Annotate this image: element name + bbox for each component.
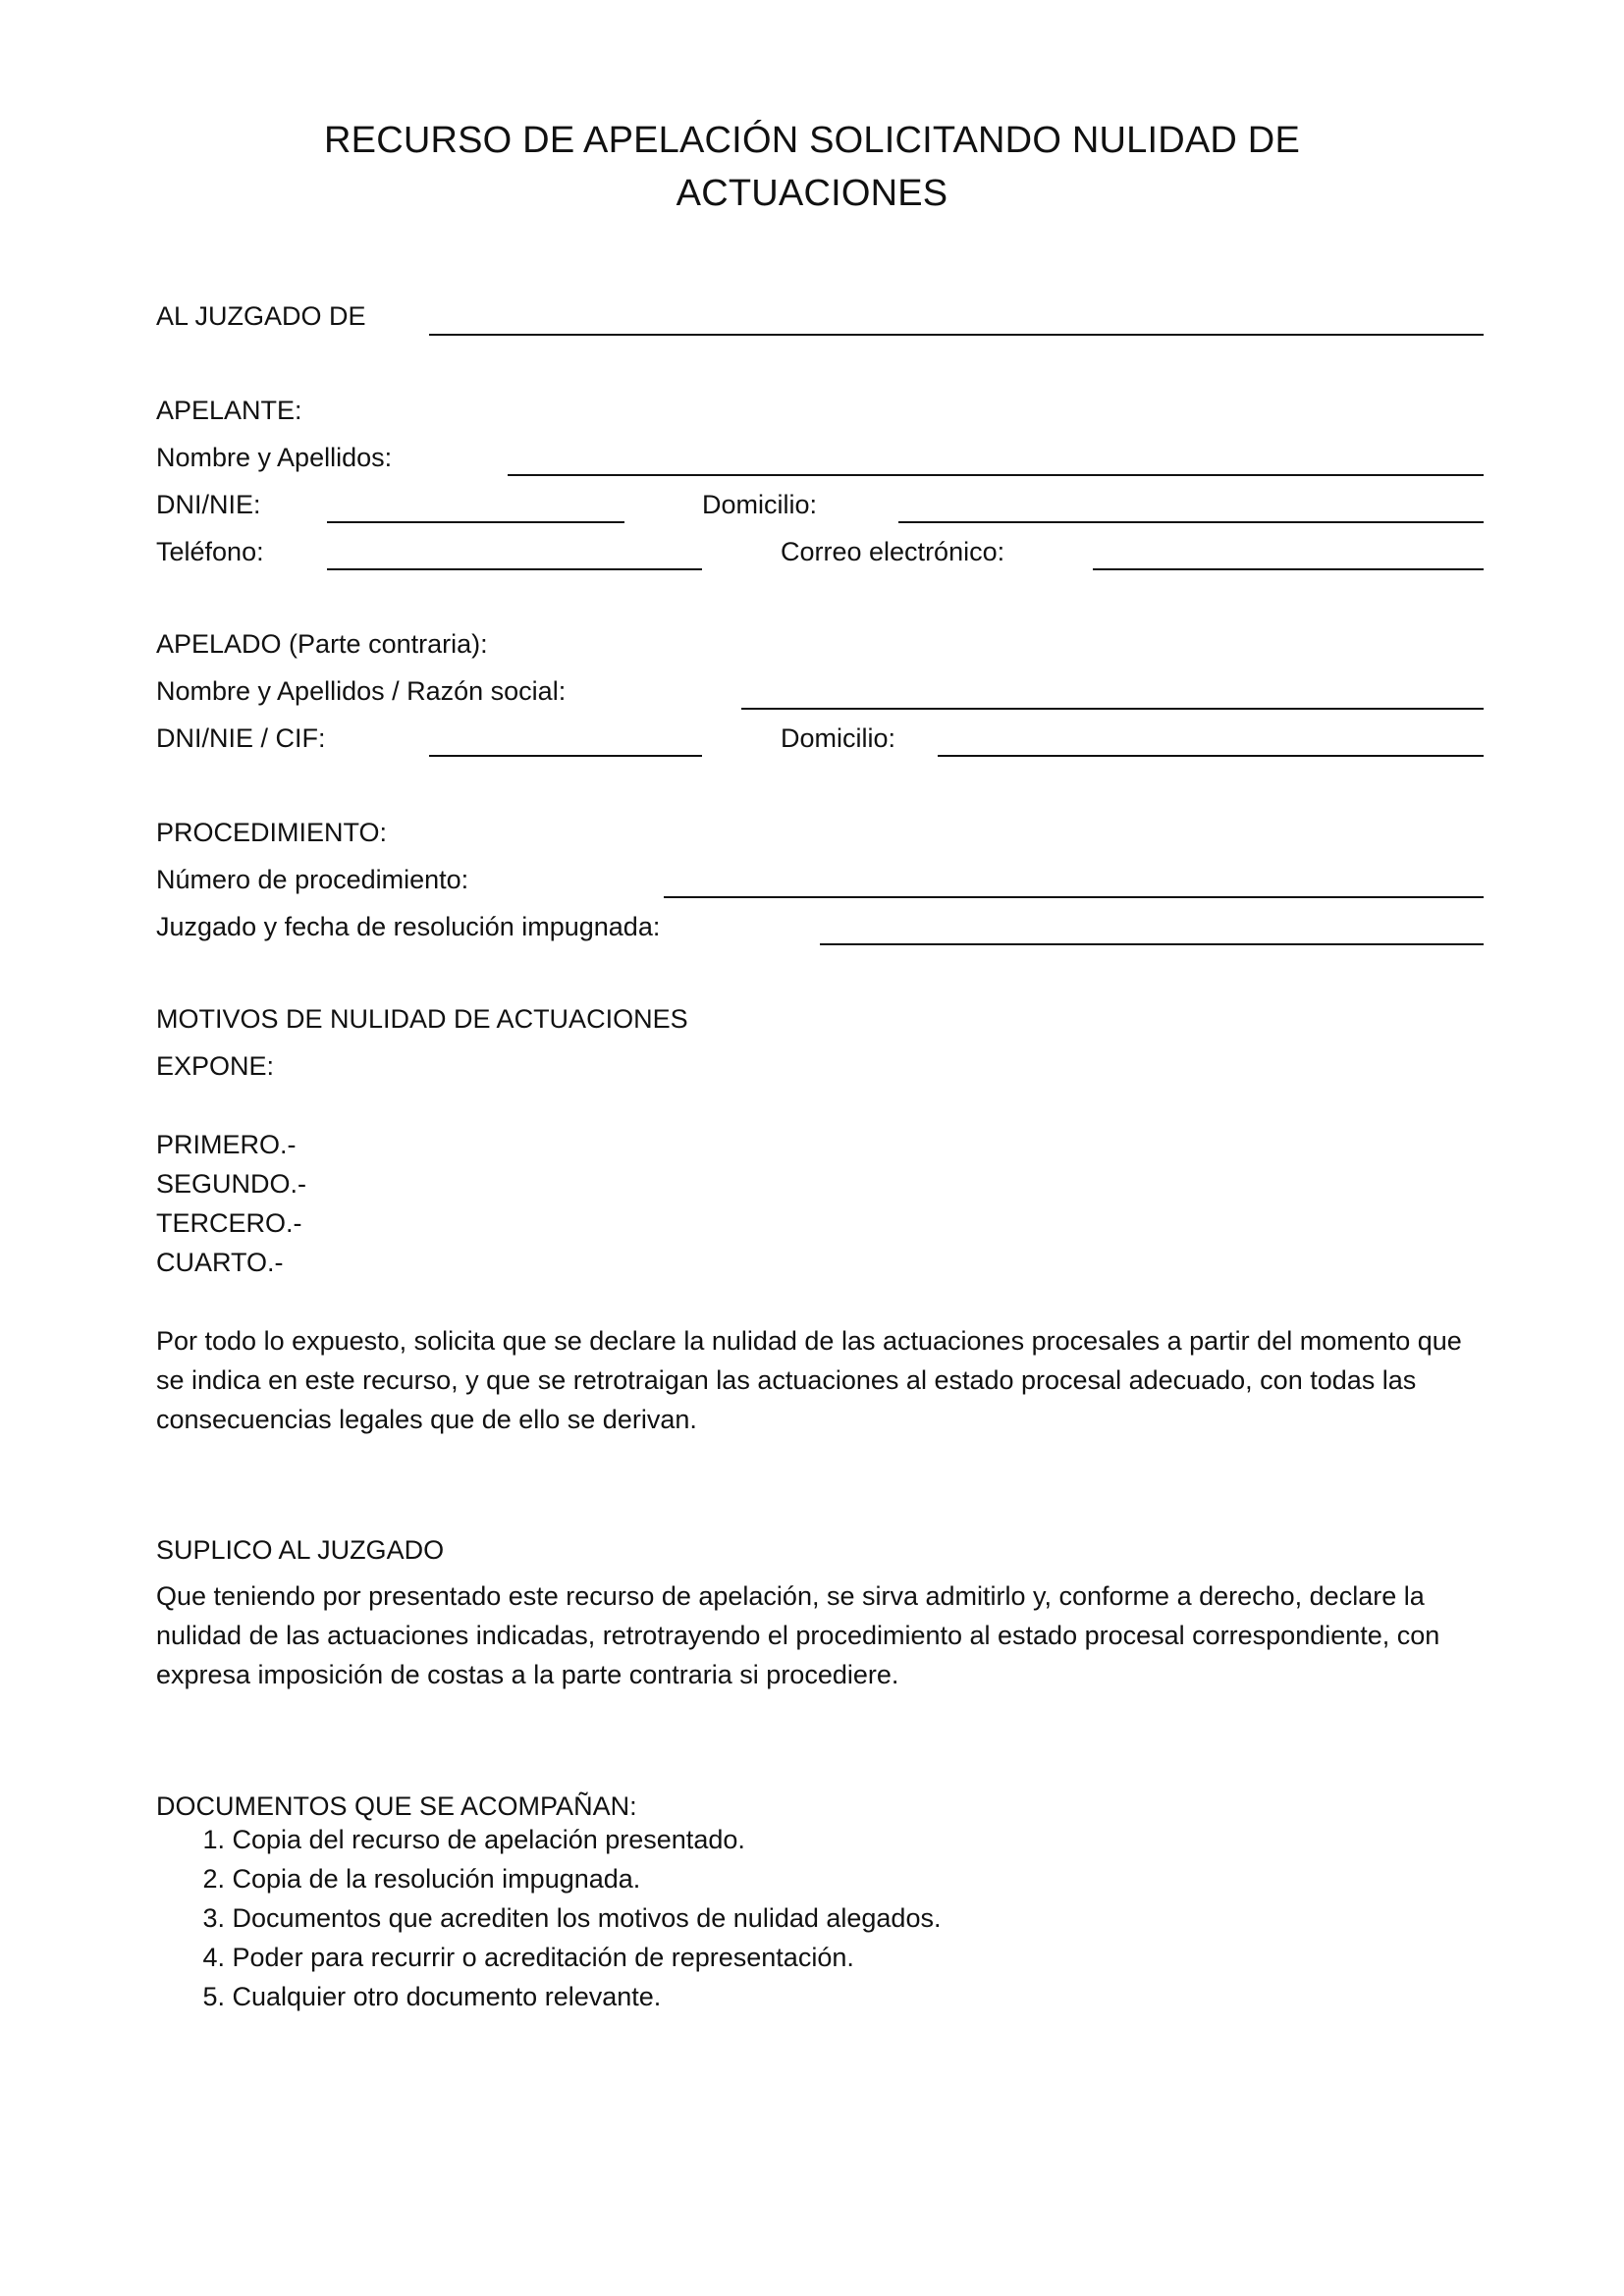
apelante-correo-field-line[interactable] (1093, 568, 1484, 570)
juzgado-field-line[interactable] (429, 334, 1484, 336)
apelante-heading: APELANTE: (156, 396, 302, 425)
suplico-text: Que teniendo por presentado este recurso de apelación, se sirva admitirlo y, conforme a derecho, declare la nulidad de las actuaciones indicadas, retrotrayendo el procedimiento al estado procesal correspondiente, con expresa imposición de costas a la parte contraria si procediere. (156, 1581, 1440, 1689)
motivos-conclusion: Por todo lo expuesto, solicita que se declare la nulidad de las actuaciones procesales a partir del momento que se indica en este recurso, y que se retrotraigan las actuaciones al estado procesal adecuado, con todas las consecuencias legales que de ello se derivan. (156, 1326, 1462, 1434)
title-line-1: RECURSO DE APELACIÓN SOLICITANDO NULIDAD DE (324, 120, 1300, 161)
apelante-nombre-field-line[interactable] (508, 474, 1484, 476)
apelante-telefono-field-line[interactable] (327, 568, 702, 570)
apelado-dni-field-line[interactable] (429, 755, 702, 757)
procedimiento-juzgado-fecha-label: Juzgado y fecha de resolución impugnada: (156, 912, 661, 941)
motivo-item: SEGUNDO.- (156, 1169, 307, 1199)
documentos-list (156, 1820, 941, 2016)
expone-label: EXPONE: (156, 1051, 275, 1081)
apelante-nombre-label: Nombre y Apellidos: (156, 443, 393, 472)
motivo-item: TERCERO.- (156, 1208, 302, 1238)
juzgado-label: AL JUZGADO DE (156, 301, 366, 331)
apelado-dni-label: DNI/NIE / CIF: (156, 723, 326, 753)
apelante-telefono-label: Teléfono: (156, 537, 264, 566)
procedimiento-numero-label: Número de procedimiento: (156, 865, 469, 894)
title-line-2: ACTUACIONES (676, 173, 948, 214)
list-item: 2. Copia de la resolución impugnada. (202, 1864, 641, 1894)
apelante-dni-field-line[interactable] (327, 521, 624, 523)
motivos-heading: MOTIVOS DE NULIDAD DE ACTUACIONES (156, 1004, 688, 1034)
procedimiento-numero-field-line[interactable] (664, 896, 1484, 898)
apelante-domicilio-field-line[interactable] (898, 521, 1484, 523)
apelado-domicilio-label: Domicilio: (781, 723, 896, 753)
procedimiento-heading: PROCEDIMIENTO: (156, 818, 388, 847)
apelante-correo-label: Correo electrónico: (781, 537, 1005, 566)
list-item: 5. Cualquier otro documento relevante. (202, 1982, 662, 2011)
list-item: 1. Copia del recurso de apelación presentado. (202, 1825, 745, 1854)
apelante-domicilio-label: Domicilio: (702, 490, 818, 519)
list-item: 4. Poder para recurrir o acreditación de representación. (202, 1943, 854, 1972)
motivo-item: PRIMERO.- (156, 1130, 297, 1159)
documentos-heading: DOCUMENTOS QUE SE ACOMPAÑAN: (156, 1791, 637, 1821)
document-title (157, 114, 1467, 220)
apelante-dni-label: DNI/NIE: (156, 490, 261, 519)
motivo-item: CUARTO.- (156, 1248, 284, 1277)
suplico-heading: SUPLICO AL JUZGADO (156, 1535, 445, 1565)
apelado-nombre-label: Nombre y Apellidos / Razón social: (156, 676, 567, 706)
apelado-nombre-field-line[interactable] (741, 708, 1484, 710)
list-item: 3. Documentos que acrediten los motivos de nulidad alegados. (202, 1903, 942, 1933)
apelado-heading: APELADO (Parte contraria): (156, 629, 488, 659)
apelado-domicilio-field-line[interactable] (938, 755, 1484, 757)
procedimiento-juzgado-fecha-field-line[interactable] (820, 943, 1484, 945)
